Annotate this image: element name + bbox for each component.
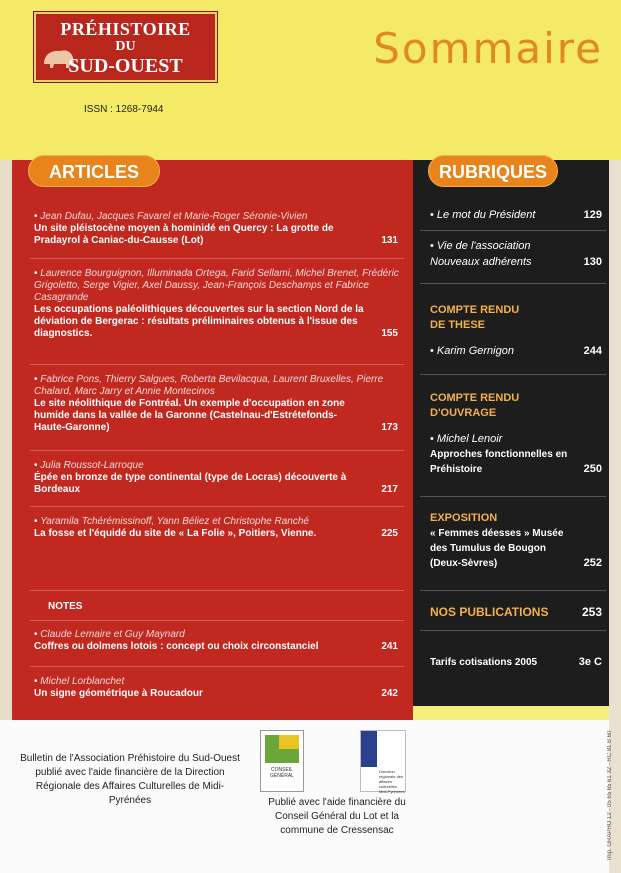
articles-heading: ARTICLES (28, 155, 160, 187)
logo-line-2: DU (115, 39, 136, 54)
rubrique-these[interactable] (430, 343, 602, 359)
article-entry[interactable] (34, 268, 404, 340)
lot-logo-text: CONSEIL GÉNÉRAL (270, 767, 294, 779)
lot-logo-accent (279, 735, 299, 749)
article-authors: • Yaramila Tchérémissinoff, Yann Béliez et Christophe Ranché (34, 516, 404, 528)
footer-left-text: Bulletin de l'Association Préhistoire du Sud-Ouest publié avec l'aide financière de la Direction Régionale des Affaires Culturelles de Midi-Pyrénées (20, 753, 240, 806)
article-entry[interactable] (34, 374, 404, 434)
conseil-general-lot-logo (260, 730, 304, 792)
left-margin (0, 160, 12, 720)
divider (30, 258, 404, 259)
notes-heading: NOTES (48, 601, 83, 612)
culture-logo-bar (361, 731, 377, 767)
publications-heading: NOS PUBLICATIONS (430, 605, 549, 619)
rubrique-label: Vie de l'association Nouveaux adhérents (430, 240, 532, 268)
rubrique-publications[interactable] (430, 605, 602, 620)
article-page: 131 (381, 235, 398, 246)
article-entry[interactable] (34, 516, 404, 540)
rubrique-ouvrage[interactable] (430, 447, 602, 477)
rubrique-page: 252 (583, 557, 602, 569)
article-title: Les occupations paléolithiques découvertes sur la section Nord de la déviation de Bergerac : résultats préliminaires obtenus à l'issue des diagnostics. (34, 304, 364, 339)
note-title: Coffres ou dolmens lotois : concept ou choix circonstanciel (34, 641, 319, 652)
compte-rendu-ouvrage-heading: COMPTE RENDU D'OUVRAGE (430, 392, 520, 419)
rubrique-exposition[interactable] (430, 526, 602, 571)
rubrique-page: 130 (583, 256, 602, 268)
rubriques-heading: RUBRIQUES (428, 155, 558, 187)
article-entry[interactable] (34, 460, 404, 496)
rubrique-page: 244 (583, 345, 602, 357)
compte-rendu-these-heading: COMPTE RENDU DE THESE (430, 304, 520, 331)
page-title: Sommaire (373, 24, 603, 73)
divider (420, 283, 606, 284)
divider (30, 506, 404, 507)
exposition-heading: EXPOSITION (430, 512, 498, 524)
journal-logo (34, 12, 217, 82)
divider (30, 364, 404, 365)
rubrique-page: 3e C (578, 656, 602, 668)
rubrique-label: Le mot du Président (436, 209, 536, 221)
culture-logo-text: Direction régionale des affaires culturelles Midi-Pyrénées (379, 769, 405, 794)
divider (30, 666, 404, 667)
rubrique-label: Tarifs cotisations 2005 (430, 657, 538, 668)
issn-number: ISSN : 1268-7944 (84, 104, 164, 115)
article-authors: • Julia Roussot-Larroque (34, 460, 404, 472)
article-page: 217 (381, 484, 398, 495)
article-page: 173 (381, 422, 398, 433)
printer-credit: Imp. GRAPHO 12 - 05 65 65 61 32 - RC 81 B 60 (607, 730, 613, 860)
rubrique-label: Michel Lenoir (436, 433, 503, 445)
divider (420, 590, 606, 591)
rubrique-vie-association[interactable] (430, 238, 602, 270)
note-page: 242 (381, 688, 398, 699)
rubrique-mot-president[interactable] (430, 207, 602, 223)
rubrique-page: 129 (583, 209, 602, 221)
article-title: Un site pléistocène moyen à hominidé en Quercy : La grotte de Pradayrol à Caniac-du-Causse (Lot) (34, 223, 334, 246)
note-entry[interactable] (34, 676, 404, 700)
note-authors: • Michel Lorblanchet (34, 676, 404, 688)
note-title: Un signe géométrique à Roucadour (34, 688, 203, 699)
article-page: 225 (381, 528, 398, 539)
divider (30, 590, 404, 591)
divider (30, 450, 404, 451)
article-title: Le site néolithique de Fontréal. Un exemple d'occupation en zone humide dans la vallée de la Garonne (Castelnau-d'Estrétefonds-Haute-Garonne) (34, 398, 345, 433)
divider (420, 374, 606, 375)
rubrique-label: Approches fonctionnelles en Préhistoire (430, 449, 568, 475)
article-title: La fosse et l'équidé du site de « La Folie », Poitiers, Vienne. (34, 528, 317, 539)
article-authors: • Jean Dufau, Jacques Favarel et Marie-Roger Séronie-Vivien (34, 211, 404, 223)
culture-ministry-logo (360, 730, 406, 792)
divider (420, 230, 606, 231)
logo-line-1: PRÉHISTOIRE (60, 19, 191, 39)
article-page: 155 (381, 328, 398, 339)
divider (420, 630, 606, 631)
divider (420, 496, 606, 497)
note-page: 241 (381, 641, 398, 652)
article-authors: • Laurence Bourguignon, Illuminada Ortega, Farid Sellami, Michel Brenet, Frédéric Grigoletto, Serge Vigier, Axel Daussy, Jean-François Deschamps et Fabrice Casagrande (34, 268, 404, 304)
note-authors: • Claude Lemaire et Guy Maynard (34, 629, 404, 641)
divider (30, 620, 404, 621)
rubrique-tarifs[interactable] (430, 655, 602, 670)
rubrique-label: « Femmes déesses » Musée des Tumulus de Bougon (Deux-Sèvres) (430, 528, 564, 569)
rubrique-page: 253 (581, 605, 602, 619)
footer-right-text: Publié avec l'aide financière du Conseil Général du Lot et la commune de Cressensac (268, 797, 406, 836)
rubrique-ouvrage-author[interactable] (430, 431, 602, 447)
rubrique-page: 250 (583, 463, 602, 475)
article-entry[interactable] (34, 211, 404, 247)
logo-line-3: SUD-OUEST (68, 55, 183, 77)
note-entry[interactable] (34, 629, 404, 653)
article-authors: • Fabrice Pons, Thierry Salgues, Roberta Bevilacqua, Laurent Bruxelles, Pierre Chalard, Marc Jarry et Annie Montecinos (34, 374, 404, 398)
rubrique-label: Karim Gernigon (436, 345, 514, 357)
article-title: Épée en bronze de type continental (type de Locras) découverte à Bordeaux (34, 472, 347, 495)
